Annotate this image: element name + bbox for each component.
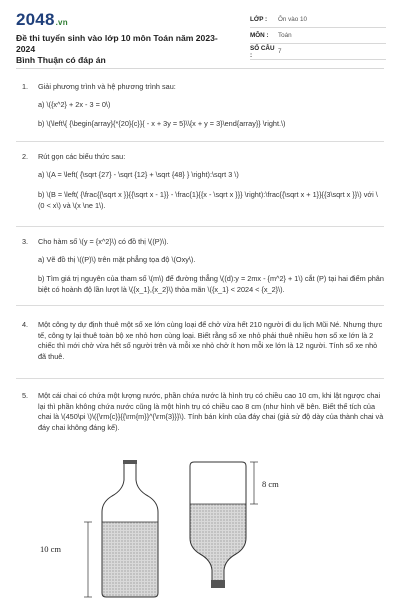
meta-key: LỚP : <box>250 16 268 23</box>
question-stem: Giải phương trình và hệ phương trình sau: <box>38 82 176 91</box>
meta-row-count <box>250 44 386 60</box>
question-part-a: a) \({x^2} + 2x - 3 = 0\) <box>38 100 111 109</box>
meta-row-class <box>250 12 386 28</box>
question-divider <box>16 226 384 227</box>
label-8cm: 8 cm <box>262 479 279 489</box>
question-stem: Một cái chai có chứa một lượng nước, phần chứa nước là hình trụ có chiều cao 10 cm, khi lật ngược chai lại thì phần không chứa nước cũng là một hình trụ có chiều cao 8 cm (như hình vẽ bên. Biết thể tích của chai là \(450\pi \)\({\rm{c}}{{\rm{m}}^{\rm{3}}}\). Tính bán kính của đáy chai (giả sử độ dày của thành chai và đáy chai không đáng kể). <box>38 391 384 432</box>
header-divider <box>16 68 384 69</box>
question-part-b: b) \(\left\{ {\begin{array}{*{20}{c}}{ - x + 3y = 5}\\{x + y = 3}\end{array}} \right.\) <box>38 119 286 128</box>
meta-value: Ôn vào 10 <box>278 16 308 23</box>
question-number: 4. <box>22 320 29 329</box>
bottle-inverted-cap <box>211 580 225 588</box>
question-number: 2. <box>22 152 29 161</box>
meta-value: Toán <box>278 32 292 39</box>
question-divider <box>16 141 384 142</box>
question-part-b: b) \(B = \left( {\frac{{\sqrt x }}{{\sqrt x - 1}} - \frac{1}{{x - \sqrt x }}} \right):\frac{{\sqrt x + 1}}{{3\sqrt x }}\) với \(0 < x\) và \(x \ne 1\). <box>38 190 378 210</box>
bottle-inverted-water <box>190 504 246 582</box>
meta-value: 7 <box>278 48 282 55</box>
question-divider <box>16 305 384 306</box>
label-10cm: 10 cm <box>40 544 62 554</box>
title-line-1: Đề thi tuyển sinh vào lớp 10 môn Toán năm 2023-2024 <box>16 33 218 54</box>
bottle-figure <box>40 456 340 600</box>
dimension-left <box>84 522 92 597</box>
question-part-a: a) \(A = \left( {\sqrt {27} - \sqrt {12} + \sqrt {48} } \right):\sqrt 3 \) <box>38 170 239 179</box>
question-number: 5. <box>22 391 29 400</box>
bottle-inverted <box>190 462 246 588</box>
page-title <box>16 33 236 66</box>
question-number: 3. <box>22 237 29 246</box>
page-header <box>0 0 400 66</box>
bottle-upright-water <box>102 522 158 597</box>
title-line-2: Bình Thuận có đáp án <box>16 55 106 65</box>
question-number: 1. <box>22 82 29 91</box>
exam-meta <box>250 12 386 60</box>
meta-row-subject <box>250 28 386 44</box>
logo-suffix: .vn <box>55 18 68 27</box>
bottle-upright-cap <box>123 460 137 464</box>
question-divider <box>16 378 384 379</box>
logo-main: 2048 <box>16 10 55 29</box>
question-stem: Rút gọn các biểu thức sau: <box>38 152 126 161</box>
question-stem: Cho hàm số \(y = {x^2}\) có đồ thị \((P)\). <box>38 237 169 246</box>
meta-key: MÔN : <box>250 32 269 39</box>
question-part-a: a) Vẽ đồ thị \((P)\) trên mặt phẳng tọa độ \(Oxy\). <box>38 255 196 264</box>
dimension-right <box>250 462 258 504</box>
meta-key: SỐ CÂU : <box>250 44 275 59</box>
site-logo[interactable] <box>16 10 68 30</box>
question-stem: Một công ty dự định thuê một số xe lớn cùng loại để chở vừa hết 210 người đi du lịch Mũi Né. Nhưng thực tế, công ty lại thuê toàn bộ xe nhỏ hơn cùng loại. Biết rằng số xe nhỏ phải thuê nhiều hơn số xe lớn là 2 chiếc thì mới chở vừa hết số người trên và mỗi xe nhỏ chở ít hơn mỗi xe lớn là 12 người. Tính số xe nhỏ đã thuê. <box>38 320 383 361</box>
bottle-upright <box>102 460 158 597</box>
question-part-b: b) Tìm giá trị nguyên của tham số \(m\) để đường thẳng \((d):y = 2mx - {m^2} + 1\) cắt (P) tại hai điểm phân biệt có hoành độ lần lượt là \({x_1},{x_2}\) thỏa mãn \({x_1} < 2024 < {x_2}\). <box>38 274 384 294</box>
